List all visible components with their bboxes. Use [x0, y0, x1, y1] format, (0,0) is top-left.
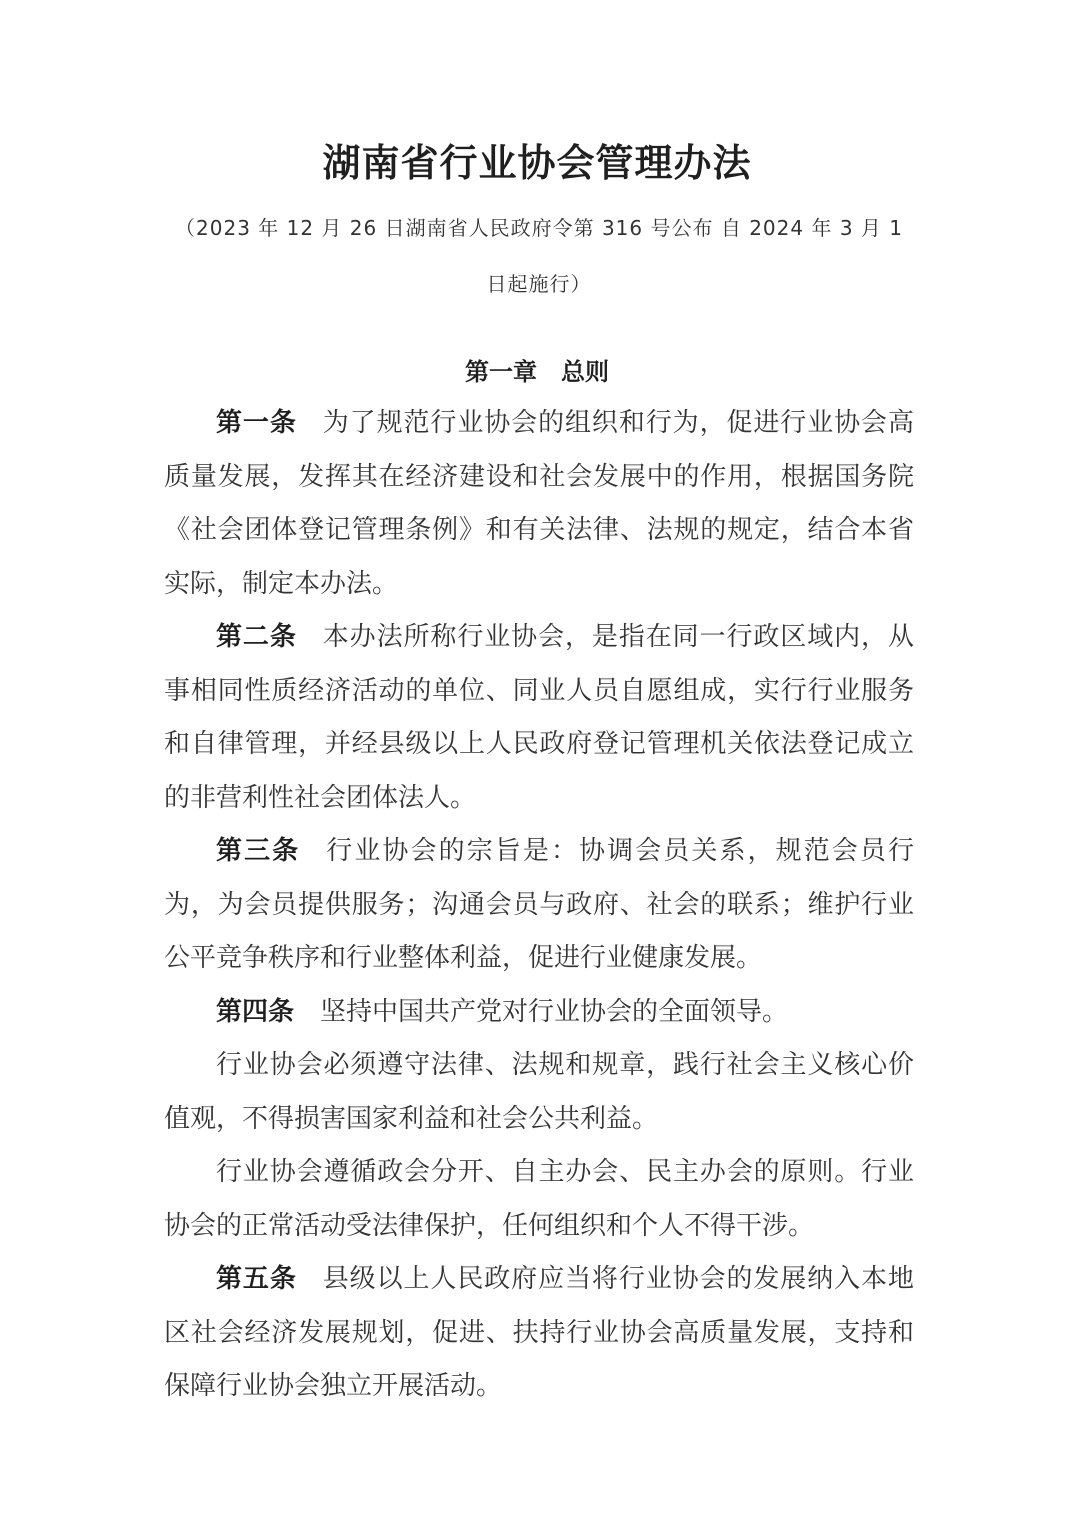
article-label: 第四条 — [216, 996, 295, 1027]
article-paragraph — [164, 1146, 914, 1253]
article-text: 行业协会遵循政会分开、自主办会、民主办会的原则。行业协会的正常活动受法律保护，任何组织和个人不得干涉。 — [164, 1157, 914, 1241]
chapter-heading: 第一章 总则 — [465, 358, 609, 386]
article-paragraph — [164, 1253, 914, 1414]
document-body — [164, 397, 914, 1414]
article-label: 第五条 — [216, 1264, 297, 1294]
article-text: 县级以上人民政府应当将行业协会的发展纳入本地区社会经济发展规划，促进、扶持行业协会高质量发展，支持和保障行业协会独立开展活动。 — [164, 1264, 914, 1401]
article-text: 为了规范行业协会的组织和行为，促进行业协会高质量发展，发挥其在经济建设和社会发展中的作用，根据国务院《社会团体登记管理条例》和有关法律、法规的规定，结合本省实际，制定本办法。 — [164, 408, 914, 599]
article-text: 坚持中国共产党对行业协会的全面领导。 — [320, 996, 789, 1027]
article-label: 第一条 — [216, 408, 297, 438]
article-label: 第三条 — [216, 836, 301, 866]
article-paragraph — [164, 611, 914, 825]
document-subtitle: （2023 年 12 月 26 日湖南省人民政府令第 316 号公布 自 2024 年 3 月 1 日起施行） — [175, 216, 903, 296]
article-paragraph — [164, 986, 914, 1040]
article-paragraph — [164, 397, 914, 611]
article-paragraph — [164, 825, 914, 986]
article-label: 第二条 — [216, 622, 297, 652]
article-text: 行业协会的宗旨是：协调会员关系，规范会员行为，为会员提供服务；沟通会员与政府、社会的联系；维护行业公平竞争秩序和行业整体利益，促进行业健康发展。 — [164, 836, 914, 973]
article-text: 行业协会必须遵守法律、法规和规章，践行社会主义核心价值观，不得损害国家利益和社会公共利益。 — [164, 1050, 914, 1134]
article-paragraph — [164, 1039, 914, 1146]
article-text: 本办法所称行业协会，是指在同一行政区域内，从事相同性质经济活动的单位、同业人员自愿组成，实行行业服务和自律管理，并经县级以上人民政府登记管理机关依法登记成立的非营利性社会团体法人。 — [164, 622, 914, 813]
document-title: 湖南省行业协会管理办法 — [322, 140, 752, 185]
